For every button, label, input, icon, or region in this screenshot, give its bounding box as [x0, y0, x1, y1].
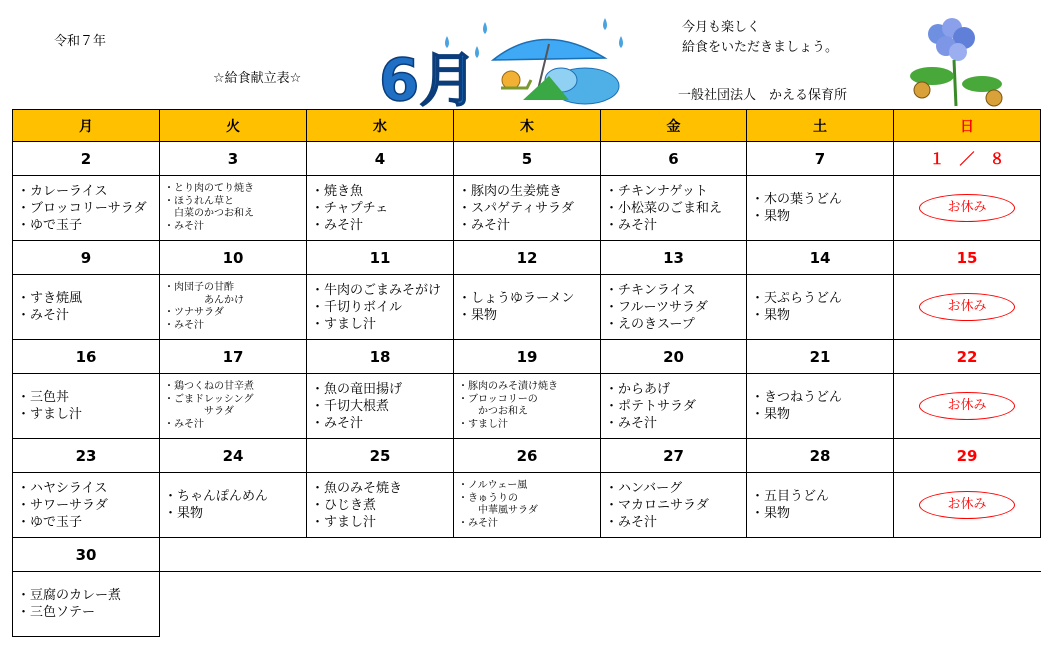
date-cell-sat: 14 — [747, 241, 894, 275]
date-cell-sat: 28 — [747, 439, 894, 473]
menu-cell-sat — [747, 374, 894, 439]
menu-cell-mon — [13, 572, 160, 637]
menu-item: ・とり肉のてり焼き — [164, 183, 254, 194]
menu-cell-thu — [454, 374, 601, 439]
menu-item: ・天ぷらうどん — [751, 291, 843, 306]
menu-item: ・みそ汁 — [311, 415, 364, 431]
menu-cell-fri — [601, 473, 747, 538]
holiday-badge: お休み — [919, 194, 1015, 222]
empty-area — [160, 538, 1041, 572]
menu-item: ・サワーサラダ — [17, 497, 108, 513]
menu-cell-thu — [454, 176, 601, 241]
menu-item: ・みそ汁 — [164, 418, 204, 430]
menu-item: ・ゆで玉子 — [17, 514, 83, 530]
menu-item: ・みそ汁 — [164, 220, 204, 232]
menu-item: ・みそ汁 — [458, 217, 511, 233]
organization-name: 一般社団法人 かえる保育所 — [678, 88, 848, 103]
date-cell-tue: 10 — [160, 241, 307, 275]
menu-item: ・千切りボイル — [311, 299, 403, 315]
weekday-mon: 月 — [13, 110, 160, 142]
menu-cell-sat — [747, 275, 894, 340]
menu-item: ・チキンライス — [605, 282, 696, 298]
menu-item: ・えのきスープ — [605, 316, 695, 332]
empty-area — [160, 572, 1041, 637]
menu-item: ・フルーツサラダ — [605, 299, 708, 315]
menu-item: ・みそ汁 — [164, 319, 204, 331]
menu-cell-fri — [601, 176, 747, 241]
menu-item: ・小松菜のごま和え — [605, 200, 723, 216]
snail-icon — [501, 71, 531, 89]
menu-item: ・ちゃんぽんめん — [164, 489, 269, 504]
menu-item: ・果物 — [751, 209, 791, 224]
weekday-header-row — [13, 110, 1041, 142]
menu-item: ・ツナサラダ — [164, 307, 224, 318]
menu-title: ☆給食献立表☆ — [213, 71, 302, 86]
date-cell-mon: 16 — [13, 340, 160, 374]
date-row — [13, 142, 1041, 176]
menu-cell-mon — [13, 473, 160, 538]
menu-row — [13, 572, 1041, 637]
menu-item: ・チャプチェ — [311, 200, 389, 216]
date-cell-fri: 6 — [601, 142, 747, 176]
greeting-line-2: 給食をいただきましょう。 — [682, 40, 839, 55]
menu-cell-tue — [160, 374, 307, 439]
date-cell-mon: 30 — [13, 538, 160, 572]
hydrangea-icon — [523, 68, 619, 104]
menu-cell-thu — [454, 275, 601, 340]
date-cell-fri: 13 — [601, 241, 747, 275]
date-cell-thu: 5 — [454, 142, 601, 176]
menu-cell-mon — [13, 374, 160, 439]
menu-item: ・ブロッコリーサラダ — [17, 200, 147, 216]
weekday-wed: 水 — [307, 110, 454, 142]
era-label: 令和７年 — [54, 34, 107, 49]
greeting — [682, 18, 838, 58]
menu-cell-mon — [13, 176, 160, 241]
holiday-cell — [894, 374, 1041, 439]
date-cell-sun: 29 — [894, 439, 1041, 473]
date-cell-thu: 26 — [454, 439, 601, 473]
menu-item: ・果物 — [164, 506, 204, 521]
menu-item: ・きゅうりの — [458, 492, 518, 504]
menu-item: ・みそ汁 — [605, 514, 658, 530]
menu-item: あんかけ — [164, 294, 244, 306]
menu-item: ・チキンナゲット — [605, 183, 708, 199]
menu-item: ・牛肉のごまみそがけ — [311, 282, 442, 298]
menu-item: ・五目うどん — [751, 489, 830, 504]
menu-item: 白菜のかつお和え — [164, 208, 254, 219]
menu-item: ・みそ汁 — [458, 517, 498, 529]
menu-item: ・千切大根煮 — [311, 398, 390, 414]
holiday-badge: お休み — [919, 293, 1015, 321]
date-cell-sun: 22 — [894, 340, 1041, 374]
menu-item: ・肉団子の甘酢 — [164, 282, 234, 293]
menu-item: ・みそ汁 — [17, 308, 70, 323]
menu-cell-sat — [747, 176, 894, 241]
menu-item: ・みそ汁 — [605, 217, 658, 233]
menu-item: ・ゆで玉子 — [17, 217, 83, 233]
date-row — [13, 538, 1041, 572]
date-cell-wed: 11 — [307, 241, 454, 275]
date-cell-mon: 9 — [13, 241, 160, 275]
date-cell-tue: 17 — [160, 340, 307, 374]
holiday-cell — [894, 473, 1041, 538]
menu-item: ・すまし汁 — [311, 514, 377, 530]
menu-item: ・魚のみそ焼き — [311, 480, 403, 496]
menu-item: ・マカロニサラダ — [605, 497, 709, 513]
menu-item: ・ハンバーグ — [605, 480, 683, 496]
holiday-cell — [894, 176, 1041, 241]
menu-item: ・みそ汁 — [311, 217, 364, 233]
date-cell-tue: 24 — [160, 439, 307, 473]
date-cell-sun: 15 — [894, 241, 1041, 275]
menu-item: ・焼き魚 — [311, 183, 364, 199]
menu-item: ・みそ汁 — [605, 415, 658, 431]
date-cell-sun: １ ／ ８ — [894, 142, 1041, 176]
menu-cell-fri — [601, 275, 747, 340]
date-cell-sat: 21 — [747, 340, 894, 374]
weekday-thu: 木 — [454, 110, 601, 142]
menu-item: ・ハヤシライス — [17, 480, 108, 496]
menu-item: ・果物 — [751, 506, 791, 521]
menu-cell-sat — [747, 473, 894, 538]
menu-item: ・しょうゆラーメン — [458, 291, 575, 306]
menu-item: ・ノルウェー風 — [458, 480, 528, 491]
menu-item: ・すき焼風 — [17, 291, 83, 306]
menu-item: ・スパゲティサラダ — [458, 200, 574, 216]
date-cell-wed: 18 — [307, 340, 454, 374]
date-cell-mon: 23 — [13, 439, 160, 473]
menu-item: ・ブロッコリーの — [458, 393, 538, 405]
date-cell-thu: 12 — [454, 241, 601, 275]
menu-item: ・豚肉の生姜焼き — [458, 183, 563, 199]
holiday-cell — [894, 275, 1041, 340]
menu-row — [13, 176, 1041, 241]
date-cell-mon: 2 — [13, 142, 160, 176]
date-cell-wed: 4 — [307, 142, 454, 176]
menu-item: ・ポテトサラダ — [605, 398, 696, 414]
menu-calendar — [12, 109, 1041, 637]
date-row — [13, 340, 1041, 374]
menu-item: ・木の葉うどん — [751, 192, 843, 207]
menu-cell-wed — [307, 176, 454, 241]
menu-row — [13, 374, 1041, 439]
menu-item: ・からあげ — [605, 381, 671, 397]
menu-item: ・豚肉のみそ漬け焼き — [458, 381, 558, 392]
menu-item: ・ほうれん草と — [164, 195, 234, 207]
holiday-badge: お休み — [919, 491, 1015, 519]
menu-item: ・果物 — [751, 407, 791, 422]
date-cell-tue: 3 — [160, 142, 307, 176]
date-cell-wed: 25 — [307, 439, 454, 473]
menu-cell-tue — [160, 275, 307, 340]
menu-item: ・ひじき煮 — [311, 497, 377, 513]
menu-item: ・すまし汁 — [458, 418, 508, 430]
menu-cell-mon — [13, 275, 160, 340]
menu-item: ・果物 — [751, 308, 791, 323]
weekday-tue: 火 — [160, 110, 307, 142]
date-row — [13, 241, 1041, 275]
month-glyph: 6月 — [379, 46, 478, 110]
menu-item: ・ごまドレッシング — [164, 393, 254, 405]
holiday-badge: お休み — [919, 392, 1015, 420]
menu-item: サラダ — [164, 406, 234, 417]
hydrangea-snail-illustration — [898, 14, 1018, 110]
menu-cell-fri — [601, 374, 747, 439]
weekday-sun: 日 — [894, 110, 1041, 142]
menu-item: かつお和え — [458, 406, 528, 417]
month-illustration — [373, 14, 673, 110]
greeting-line-1: 今月も楽しく — [682, 20, 761, 35]
hydrangea-flower-icon — [928, 18, 975, 106]
date-cell-sat: 7 — [747, 142, 894, 176]
menu-item: ・すまし汁 — [311, 316, 377, 332]
menu-item: ・すまし汁 — [17, 407, 83, 422]
date-cell-fri: 27 — [601, 439, 747, 473]
date-row — [13, 439, 1041, 473]
menu-row — [13, 275, 1041, 340]
date-cell-thu: 19 — [454, 340, 601, 374]
menu-item: ・果物 — [458, 308, 498, 323]
weekday-fri: 金 — [601, 110, 747, 142]
menu-item: ・豆腐のカレー煮 — [17, 588, 122, 603]
menu-item: ・三色丼 — [17, 390, 70, 405]
menu-item: ・きつねうどん — [751, 390, 843, 405]
menu-cell-wed — [307, 374, 454, 439]
date-cell-fri: 20 — [601, 340, 747, 374]
menu-cell-tue — [160, 473, 307, 538]
weekday-sat: 土 — [747, 110, 894, 142]
menu-item: 中華風サラダ — [458, 505, 538, 516]
menu-item: ・鶏つくねの甘辛煮 — [164, 381, 254, 392]
menu-cell-tue — [160, 176, 307, 241]
menu-row — [13, 473, 1041, 538]
menu-cell-wed — [307, 275, 454, 340]
menu-item: ・魚の竜田揚げ — [311, 381, 403, 397]
menu-cell-wed — [307, 473, 454, 538]
menu-item: ・三色ソテー — [17, 605, 96, 620]
menu-cell-thu — [454, 473, 601, 538]
menu-item: ・カレーライス — [17, 183, 108, 199]
